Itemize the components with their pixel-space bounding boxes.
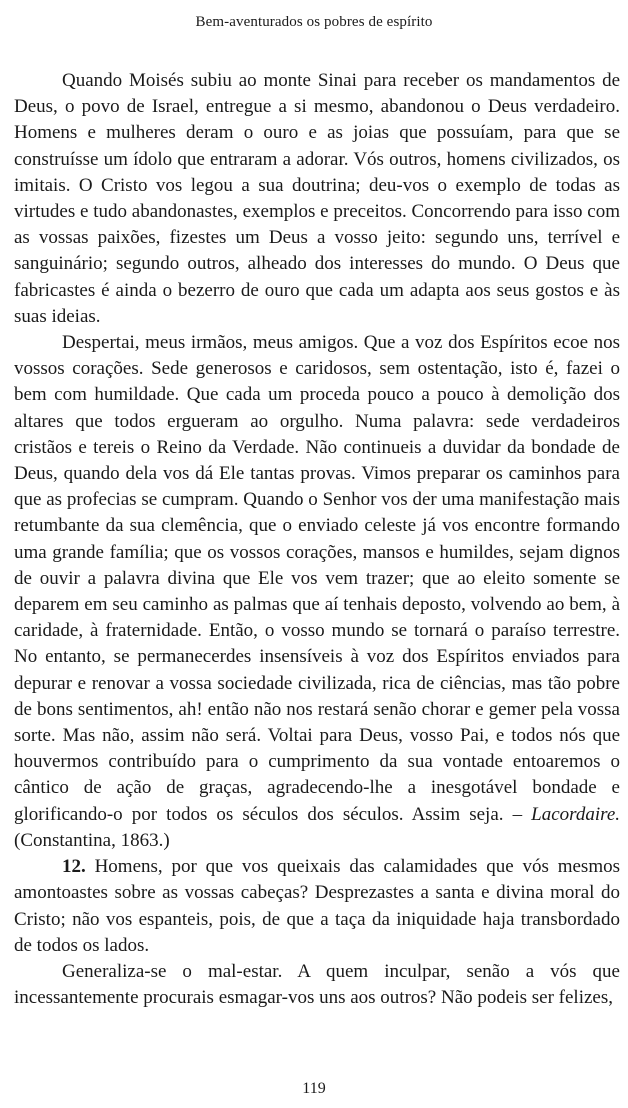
source-citation: (Constantina, 1863.) (14, 829, 170, 851)
page-number: 119 (302, 1080, 326, 1097)
running-header: Bem-aventurados os pobres de espírito (195, 14, 433, 30)
author-signature: Lacordaire. (531, 803, 620, 825)
paragraph-item-12-text: Homens, por que vos queixais das calamidades que vós mesmos amontoastes sobre as vossas cabeças? Desprezastes a santa e divina moral do Cristo; não vos espanteis, pois, de que a taça da iniquidade haja transbordado de todos os lados. (14, 856, 620, 956)
paragraph-item-12 (14, 854, 620, 959)
paragraph-moses: Quando Moisés subiu ao monte Sinai para receber os mandamentos de Deus, o povo de Israel, entregue a si mesmo, abandonou o Deus verdadeiro. Homens e mulheres deram o ouro e as joias que possuíam, para que se construísse um ídolo que entraram a adorar. Vós outros, homens civilizados, os imitais. O Cristo vos legou a sua doutrina; deu-vos o exemplo de todas as virtudes e tudo abandonastes, exemplos e preceitos. Concorrendo para isso com as vossas paixões, fizestes um Deus a vosso jeito: segundo uns, terrível e sanguinário; segundo outros, alheado dos interesses do mundo. O Deus que fabricastes é ainda o bezerro de ouro que cada um adapta aos seus gostos e às suas ideias. (14, 70, 620, 327)
body-text (14, 68, 620, 1011)
paragraph-generaliza: Generaliza-se o mal-estar. A quem inculpar, senão a vós que incessantemente procurais esmagar-vos uns aos outros? Não podeis ser felizes, (14, 960, 620, 1009)
paragraph-despertai (14, 330, 620, 854)
item-number: 12. (62, 856, 86, 878)
paragraph-despertai-text: Despertai, meus irmãos, meus amigos. Que a voz dos Espíritos ecoe nos vossos corações. Sede generosos e caridosos, sem ostentação, isto é, fazei o bem com humildade. Que cada um proceda pouco a pouco à demolição dos altares que todos ergueram ao orgulho. Numa palavra: sede verdadeiros cristãos e tereis o Reino da Verdade. Não continueis a duvidar da bondade de Deus, quando dela vos dá Ele tantas provas. Vimos preparar os caminhos para que as profecias se cumpram. Quando o Senhor vos der uma manifestação mais retumbante da sua clemência, que o enviado celeste já vos encontre formando uma grande família; que os vossos corações, mansos e humildes, sejam dignos de ouvir a palavra divina que Ele vos vem trazer; que ao eleito somente se deparem em seu caminho as palmas que aí tenhais deposto, volvendo ao bem, à caridade, à fraternidade. Então, o vosso mundo se tornará o paraíso terrestre. No entanto, se permanecerdes insensíveis à voz dos Espíritos enviados para depurar e renovar a vossa sociedade civilizada, rica de ciências, mas tão pobre de bons sentimentos, ah! então não nos restará senão chorar e gemer pela vossa sorte. Mas não, assim não será. Voltai para Deus, vosso Pai, e todos nós que houvermos contribuído para o cumprimento da sua vontade entoaremos o cântico de ação de graças, agradecendo-lhe a inesgotável bondade e glorificando-o por todos os séculos dos séculos. Assim seja. – (14, 332, 620, 825)
